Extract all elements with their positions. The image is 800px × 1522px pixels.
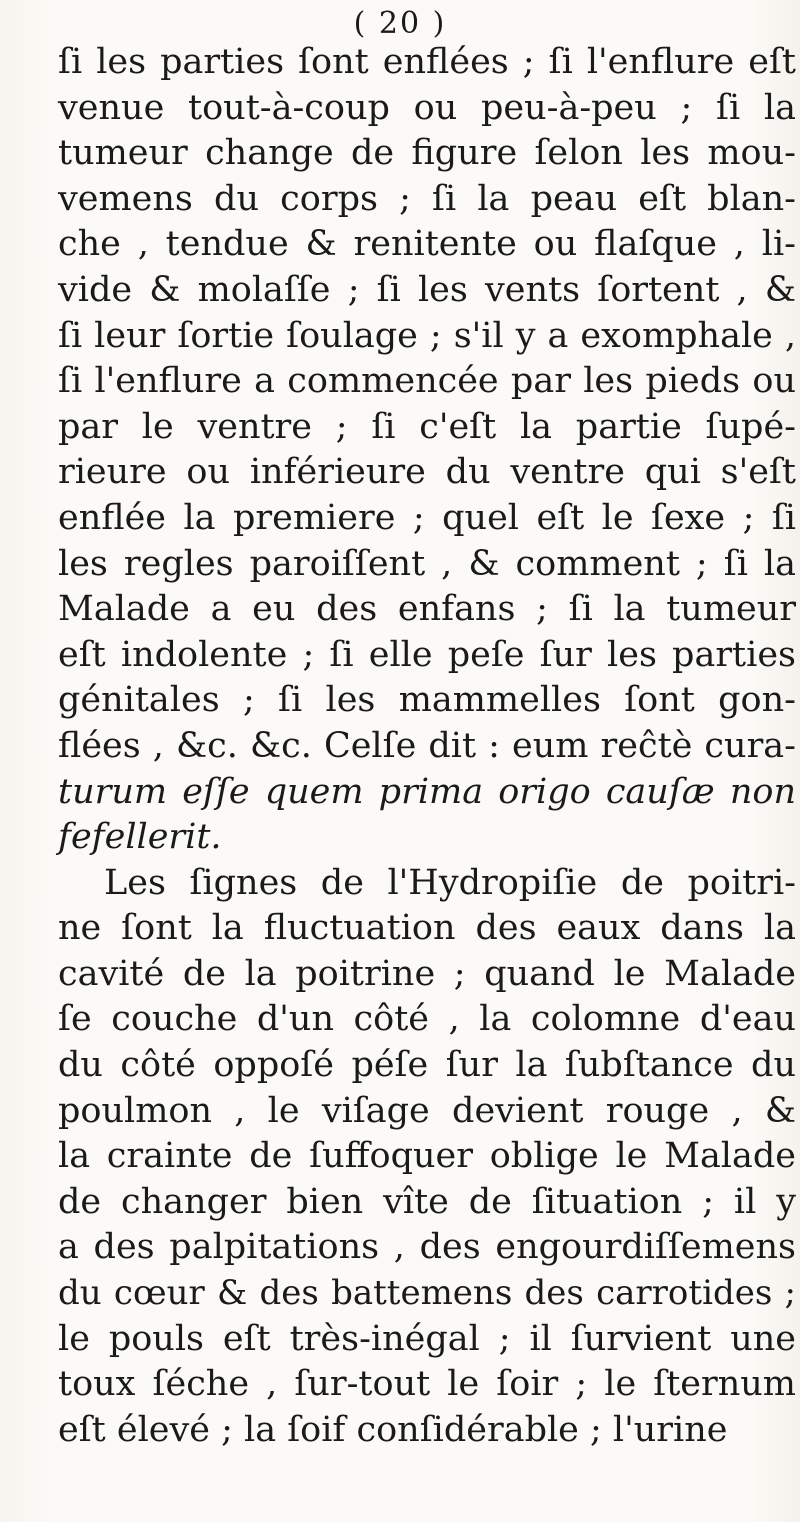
- text-line: cavité de la poitrine ; quand le Malade: [58, 953, 796, 994]
- text-line: enflée la premiere ; quel eſt le ſexe ; ſi: [58, 497, 796, 538]
- text-line: flées , &c. &c. Celſe dit : eum reĉtè cura-: [58, 725, 796, 766]
- text-line: rieure ou inférieure du ventre qui s'eſt: [58, 452, 796, 493]
- text-line: ne ſont la fluctuation des eaux dans la: [58, 908, 796, 949]
- text-line: toux ſéche , ſur-tout le ſoir ; le ſternum: [58, 1364, 796, 1405]
- page-number: ( 20 ): [353, 6, 447, 41]
- text-line: eſt indolente ; ſi elle peſe ſur les parties: [58, 634, 796, 675]
- text-line: ſi leur ſortie ſoulage ; s'il y a exomphale ,: [58, 315, 796, 356]
- text-line: par le ventre ; ſi c'eſt la partie ſupé-: [58, 406, 796, 447]
- body-text: [58, 40, 796, 1453]
- text-line: vide & molaſſe ; ſi les vents ſortent , &: [58, 269, 796, 310]
- text-line: vemens du corps ; ſi la peau eſt blan-: [58, 178, 796, 219]
- paragraph-start-line: Les ſignes de l'Hydropiſie de poitri-: [104, 862, 796, 903]
- text-line: du côté oppoſé péſe ſur la ſubſtance du: [58, 1045, 796, 1086]
- text-line: eſt élevé ; la ſoif conſidérable ; l'urine: [58, 1409, 728, 1450]
- text-line: ſi les parties ſont enflées ; ſi l'enflure eſt: [58, 42, 796, 82]
- text-line: du cœur & des battemens des carrotides ;: [58, 1273, 796, 1314]
- text-line: venue tout-à-coup ou peu-à-peu ; ſi la: [58, 87, 796, 128]
- text-line: de changer bien vîte de ſituation ; il y: [58, 1181, 796, 1222]
- latin-quote-line: fefellerit.: [58, 817, 222, 858]
- text-line: che , tendue & renitente ou flaſque , li-: [58, 224, 796, 265]
- text-line: les regles paroiſſent , & comment ; ſi la: [58, 543, 796, 584]
- text-line: ſe couche d'un côté , la colomne d'eau: [58, 999, 796, 1040]
- text-line: la crainte de ſuffoquer oblige le Malade: [58, 1136, 796, 1177]
- text-line: a des palpitations , des engourdiſſemens: [58, 1227, 796, 1268]
- text-line: poulmon , le viſage devient rouge , &: [58, 1090, 796, 1131]
- text-line: Malade a eu des enfans ; ſi la tumeur: [58, 589, 796, 630]
- text-line: génitales ; ſi les mammelles ſont gon-: [58, 680, 796, 721]
- latin-quote-line: turum eſſe quem prima origo cauſæ non: [58, 771, 796, 812]
- text-line: tumeur change de figure ſelon les mou-: [58, 133, 796, 174]
- text-line: le pouls eſt très-inégal ; il ſurvient une: [58, 1318, 796, 1359]
- text-line: ſi l'enflure a commencée par les pieds ou: [58, 361, 796, 402]
